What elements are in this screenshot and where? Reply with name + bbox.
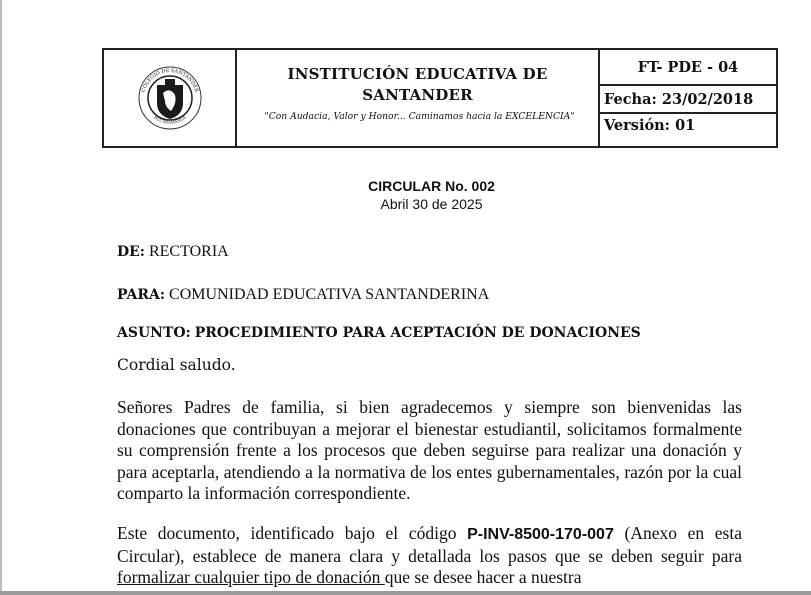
institution-title-cell <box>237 50 600 146</box>
page-bottom-edge <box>0 591 811 595</box>
document-code: FT- PDE - 04 <box>600 50 776 86</box>
document-date: Fecha: 23/02/2018 <box>600 86 776 114</box>
field-de <box>117 243 229 261</box>
greeting: Cordial saludo. <box>117 356 236 374</box>
circular-date: Abril 30 de 2025 <box>380 196 483 212</box>
svg-text:BUCARAMANGA: BUCARAMANGA <box>152 114 187 125</box>
field-para <box>117 286 489 304</box>
document-meta-cell <box>600 50 776 146</box>
field-asunto-value: PROCEDIMIENTO PARA ACEPTACIÓN DE DONACIONES <box>194 325 641 341</box>
field-de-label: DE: <box>117 244 145 260</box>
page-left-edge <box>0 0 2 595</box>
field-asunto <box>117 324 641 342</box>
institution-name-line2: SANTANDER <box>362 86 473 104</box>
underlined-phrase: formalizar cualquier tipo de donación <box>117 567 385 587</box>
circular-title: CIRCULAR No. 002 <box>368 178 495 194</box>
document-header-table <box>102 48 778 148</box>
logo-cell <box>104 50 237 146</box>
body-paragraph-2 <box>117 523 742 589</box>
field-para-value: COMUNIDAD EDUCATIVA SANTANDERINA <box>169 286 490 303</box>
field-de-value: RECTORIA <box>148 243 229 260</box>
field-para-label: PARA: <box>117 287 166 303</box>
paragraph-2-text-a: Este documento, identificado bajo el código <box>117 523 468 543</box>
document-version: Versión: 01 <box>604 117 696 134</box>
svg-text:COLEGIO DE SANTANDER: COLEGIO DE SANTANDER <box>140 67 199 93</box>
school-crest-logo <box>135 63 205 133</box>
paragraph-2-text-b: (Anexo en esta Circular), establece de manera clara y detallada los pasos que se deben seguir para <box>117 523 742 566</box>
paragraph-2-text-c: que se desee hacer a nuestra <box>384 567 582 587</box>
institution-name-line1: INSTITUCIÓN EDUCATIVA DE <box>287 65 548 83</box>
procedure-code: P-INV-8500-170-007 <box>467 526 614 543</box>
body-paragraph-1: Señores Padres de familia, si bien agradecemos y siempre son bienvenidas las donaciones que contribuyan a mejorar el bienestar estudiantil, solicitamos formalmente su comprensión frente a los procesos que deben seguirse para realizar una donación y para aceptarla, atendiendo a la normativa de los entes gubernamentales, razón por la cual comparto la información correspondiente. <box>117 397 742 503</box>
institution-motto: "Con Audacia, Valor y Honor... Caminamos hacia la EXCELENCIA" <box>264 111 575 122</box>
field-asunto-label: ASUNTO: <box>117 325 191 341</box>
